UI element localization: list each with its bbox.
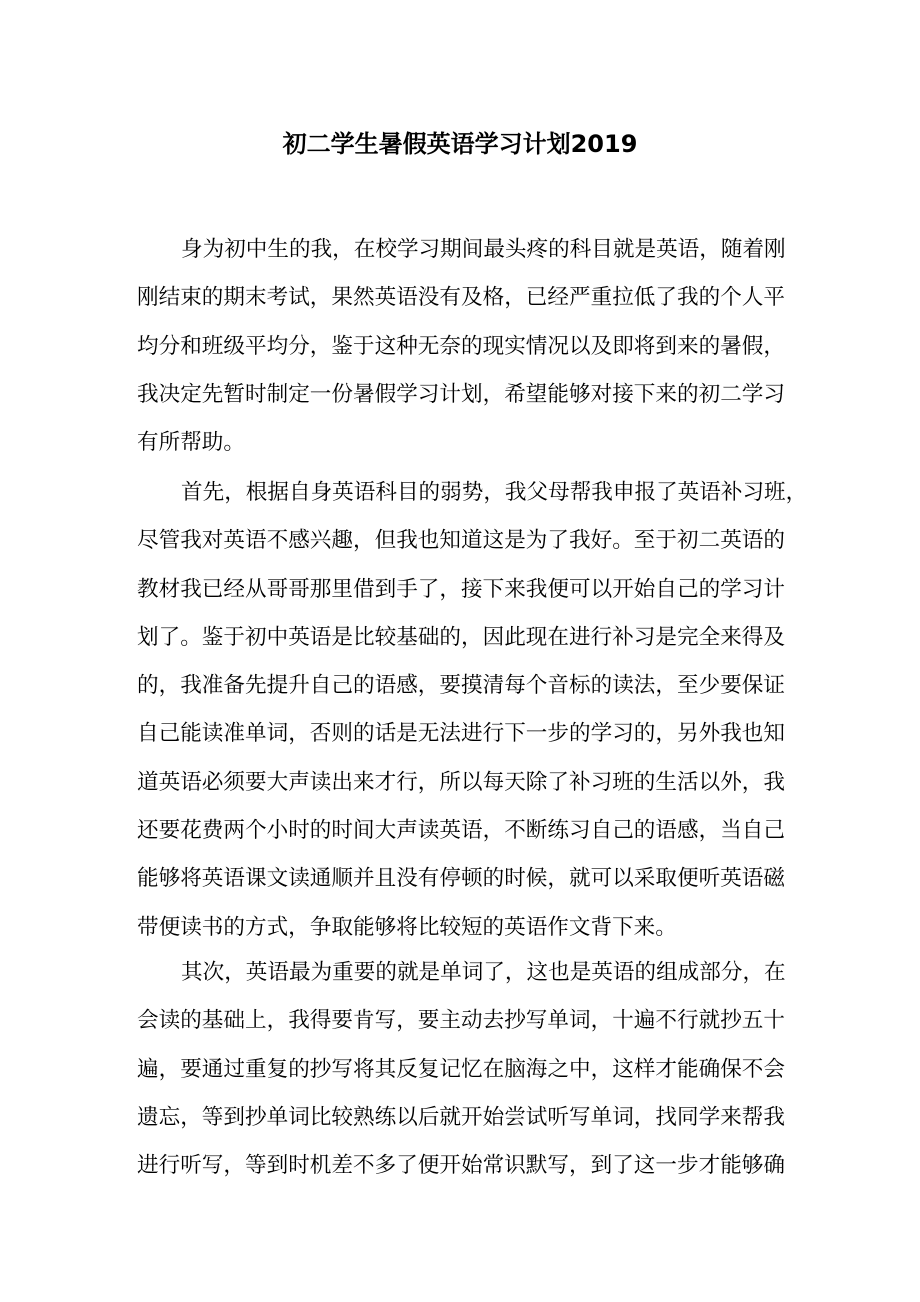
paragraph-1 [137,226,785,467]
text-line: 其次，英语最为重要的就是单词了，这也是英语的组成部分，在 [181,960,786,985]
text-line: 身为初中生的我，在校学习期间最头疼的科目就是英语，随着刚 [181,237,786,262]
text-line: 的，我准备先提升自己的语感，要摸清每个音标的读法，至少要保证 [137,673,785,699]
text-line: 我决定先暂时制定一份暑假学习计划，希望能够对接下来的初二学习 [137,381,785,407]
text-line: 首先，根据自身英语科目的弱势，我父母帮我申报了英语补习班， [181,480,808,505]
text-line: 自己能读准单词，否则的话是无法进行下一步的学习的，另外我也知 [137,721,785,747]
paragraph-3 [137,949,785,1190]
document-title: 初二学生暑假英语学习计划2019 [282,130,638,158]
text-line: 有所帮助。 [137,430,245,456]
text-line: 尽管我对英语不感兴趣，但我也知道这是为了我好。至于初二英语的 [137,528,785,554]
text-line: 道英语必须要大声读出来才行，所以每天除了补习班的生活以外，我 [137,769,785,795]
text-line: 带便读书的方式，争取能够将比较短的英语作文背下来。 [137,914,677,940]
text-line: 遗忘，等到抄单词比较熟练以后就开始尝试听写单词，找同学来帮我 [137,1104,785,1130]
text-line: 遍，要通过重复的抄写将其反复记忆在脑海之中，这样才能确保不会 [137,1056,785,1082]
text-line: 均分和班级平均分，鉴于这种无奈的现实情况以及即将到来的暑假， [137,333,785,359]
text-line: 进行听写，等到时机差不多了便开始常识默写，到了这一步才能够确 [137,1153,785,1179]
text-line: 教材我已经从哥哥那里借到手了，接下来我便可以开始自己的学习计 [137,576,785,602]
text-line: 还要花费两个小时的时间大声读英语，不断练习自己的语感，当自己 [137,818,785,844]
text-line: 划了。鉴于初中英语是比较基础的，因此现在进行补习是完全来得及 [137,624,785,650]
text-line: 会读的基础上，我得要肯写，要主动去抄写单词，十遍不行就抄五十 [137,1008,785,1034]
paragraph-2 [137,469,808,952]
text-line: 刚结束的期末考试，果然英语没有及格，已经严重拉低了我的个人平 [137,285,785,311]
text-line: 能够将英语课文读通顺并且没有停顿的时候，就可以采取便听英语磁 [137,866,785,892]
